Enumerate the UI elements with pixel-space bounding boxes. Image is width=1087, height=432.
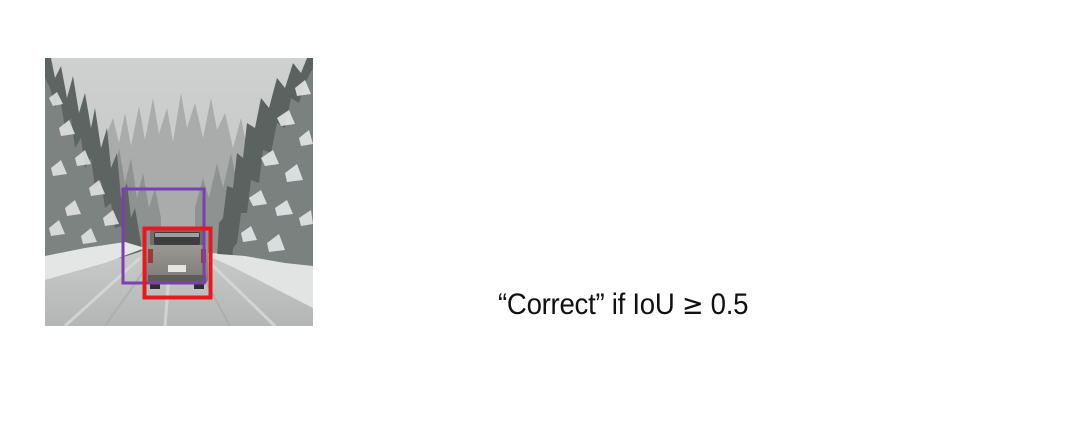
caption-operator: ≥ — [681, 288, 704, 321]
snowy-road-photo — [45, 58, 313, 326]
iou-caption — [498, 288, 748, 322]
car — [146, 229, 208, 289]
caption-prefix: “Correct” if IoU — [498, 288, 675, 321]
caption-threshold: 0.5 — [710, 288, 749, 321]
